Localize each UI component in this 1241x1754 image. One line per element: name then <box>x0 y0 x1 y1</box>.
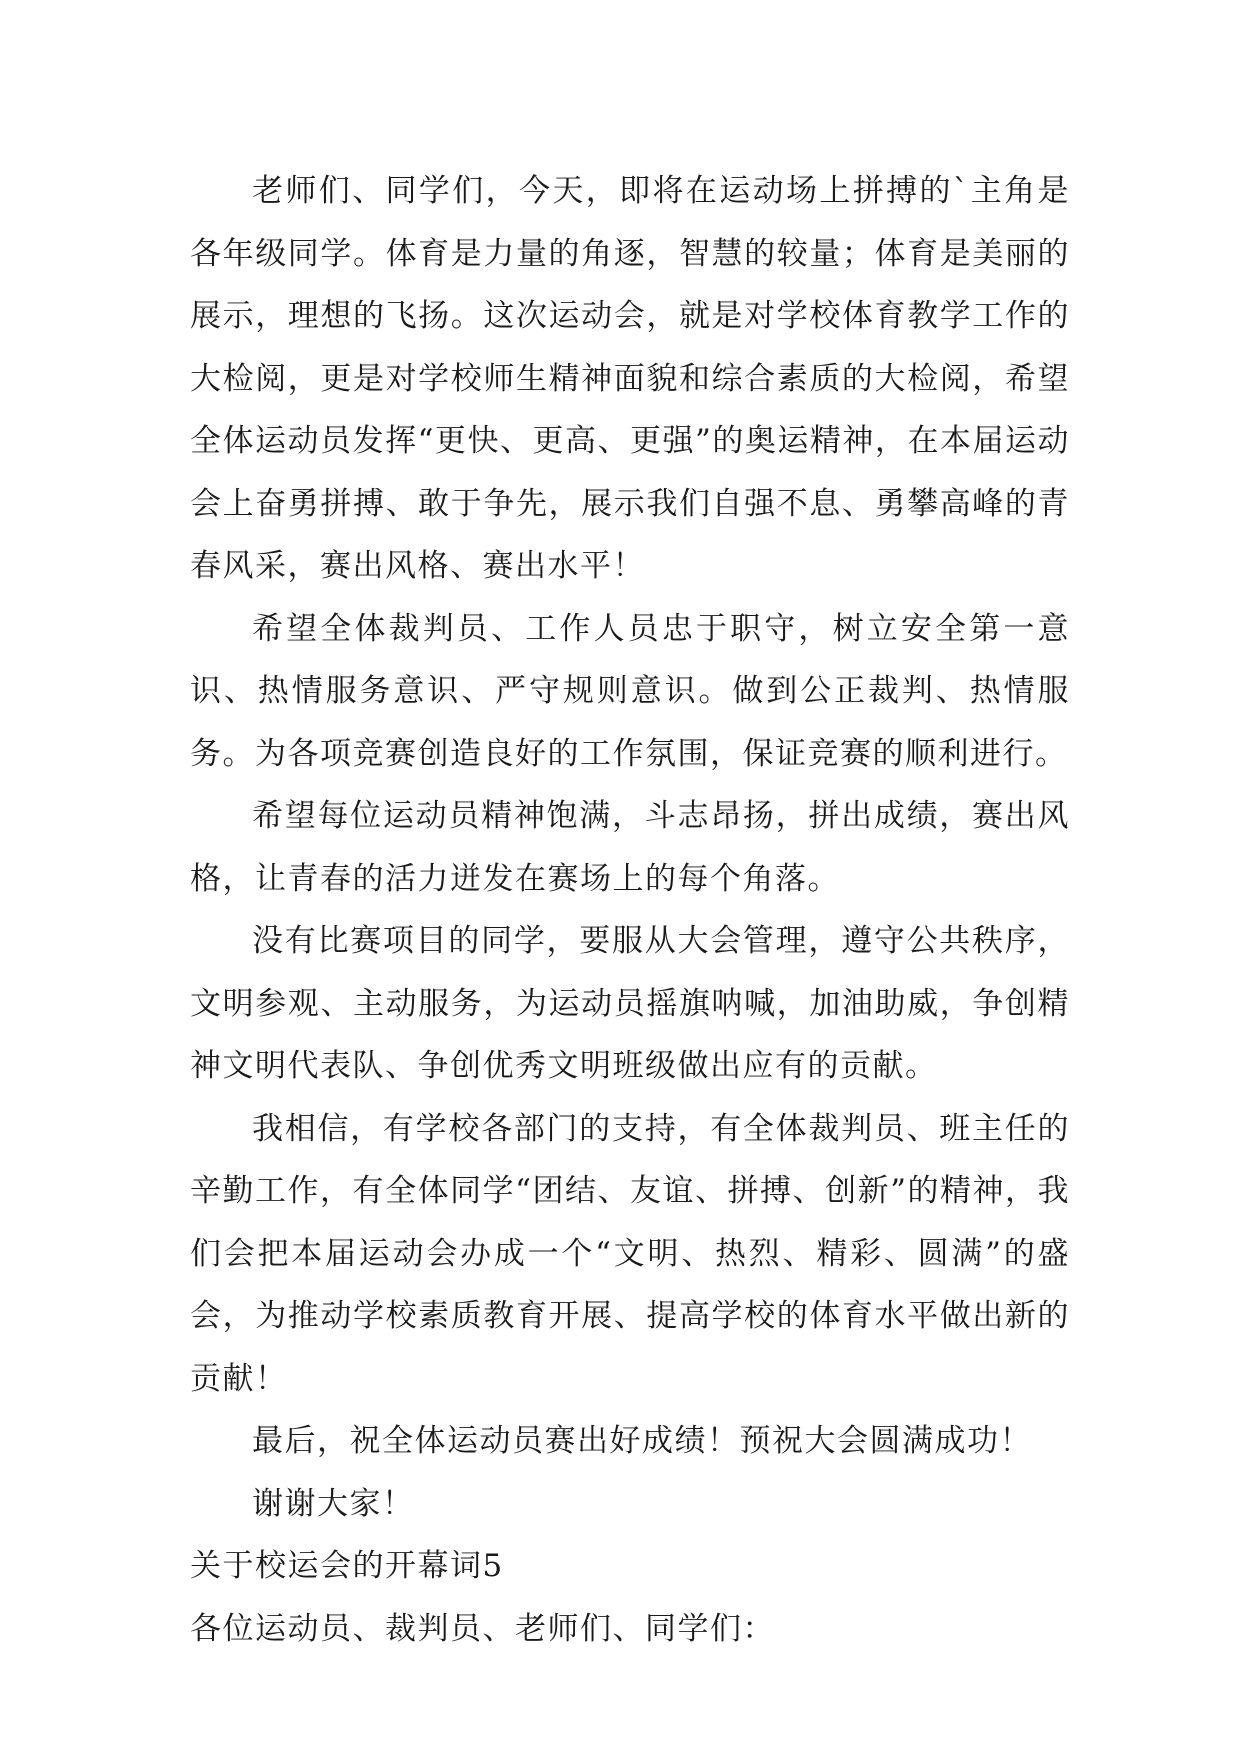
paragraph-referees: 希望全体裁判员、工作人员忠于职守，树立安全第一意识、热情服务意识、严守规则意识。做到公正裁判、热情服务。为各项竞赛创造良好的工作氛围，保证竞赛的顺利进行。 <box>190 610 1070 772</box>
document-body <box>190 160 1070 1660</box>
paragraph-spectators: 没有比赛项目的同学，要服从大会管理，遵守公共秩序，文明参观、主动服务，为运动员摇旗呐喊，加油助威，争创精神文明代表队、争创优秀文明班级做出应有的贡献。 <box>190 923 1070 1084</box>
paragraph-thanks: 谢谢大家！ <box>252 1485 415 1522</box>
paragraph-wishes: 最后，祝全体运动员赛出好成绩！预祝大会圆满成功！ <box>252 1423 1032 1459</box>
paragraph-confidence: 我相信，有学校各部门的支持，有全体裁判员、班主任的辛勤工作，有全体同学“团结、友谊、拼搏、创新”的精神，我们会把本届运动会办成一个“文明、热烈、精彩、圆满”的盛会，为推动学校素质教育开展、提高学校的体育水平做出新的贡献！ <box>190 1110 1070 1397</box>
salutation: 各位运动员、裁判员、老师们、同学们： <box>190 1610 775 1647</box>
section-title: 关于校运会的开幕词5 <box>190 1548 504 1584</box>
paragraph-athletes: 老师们、同学们，今天，即将在运动场上拼搏的`主角是各年级同学。体育是力量的角逐，智慧的较量；体育是美丽的展示，理想的飞扬。这次运动会，就是对学校体育教学工作的大检阅，更是对学校师生精神面貌和综合素质的大检阅，希望全体运动员发挥“更快、更高、更强”的奥运精神，在本届运动会上奋勇拼搏、敢于争先，展示我们自强不息、勇攀高峰的青春风采，赛出风格、赛出水平！ <box>190 173 1070 584</box>
paragraph-spirit: 希望每位运动员精神饱满，斗志昂扬，拼出成绩，赛出风格，让青春的活力迸发在赛场上的每个角落。 <box>190 798 1070 897</box>
